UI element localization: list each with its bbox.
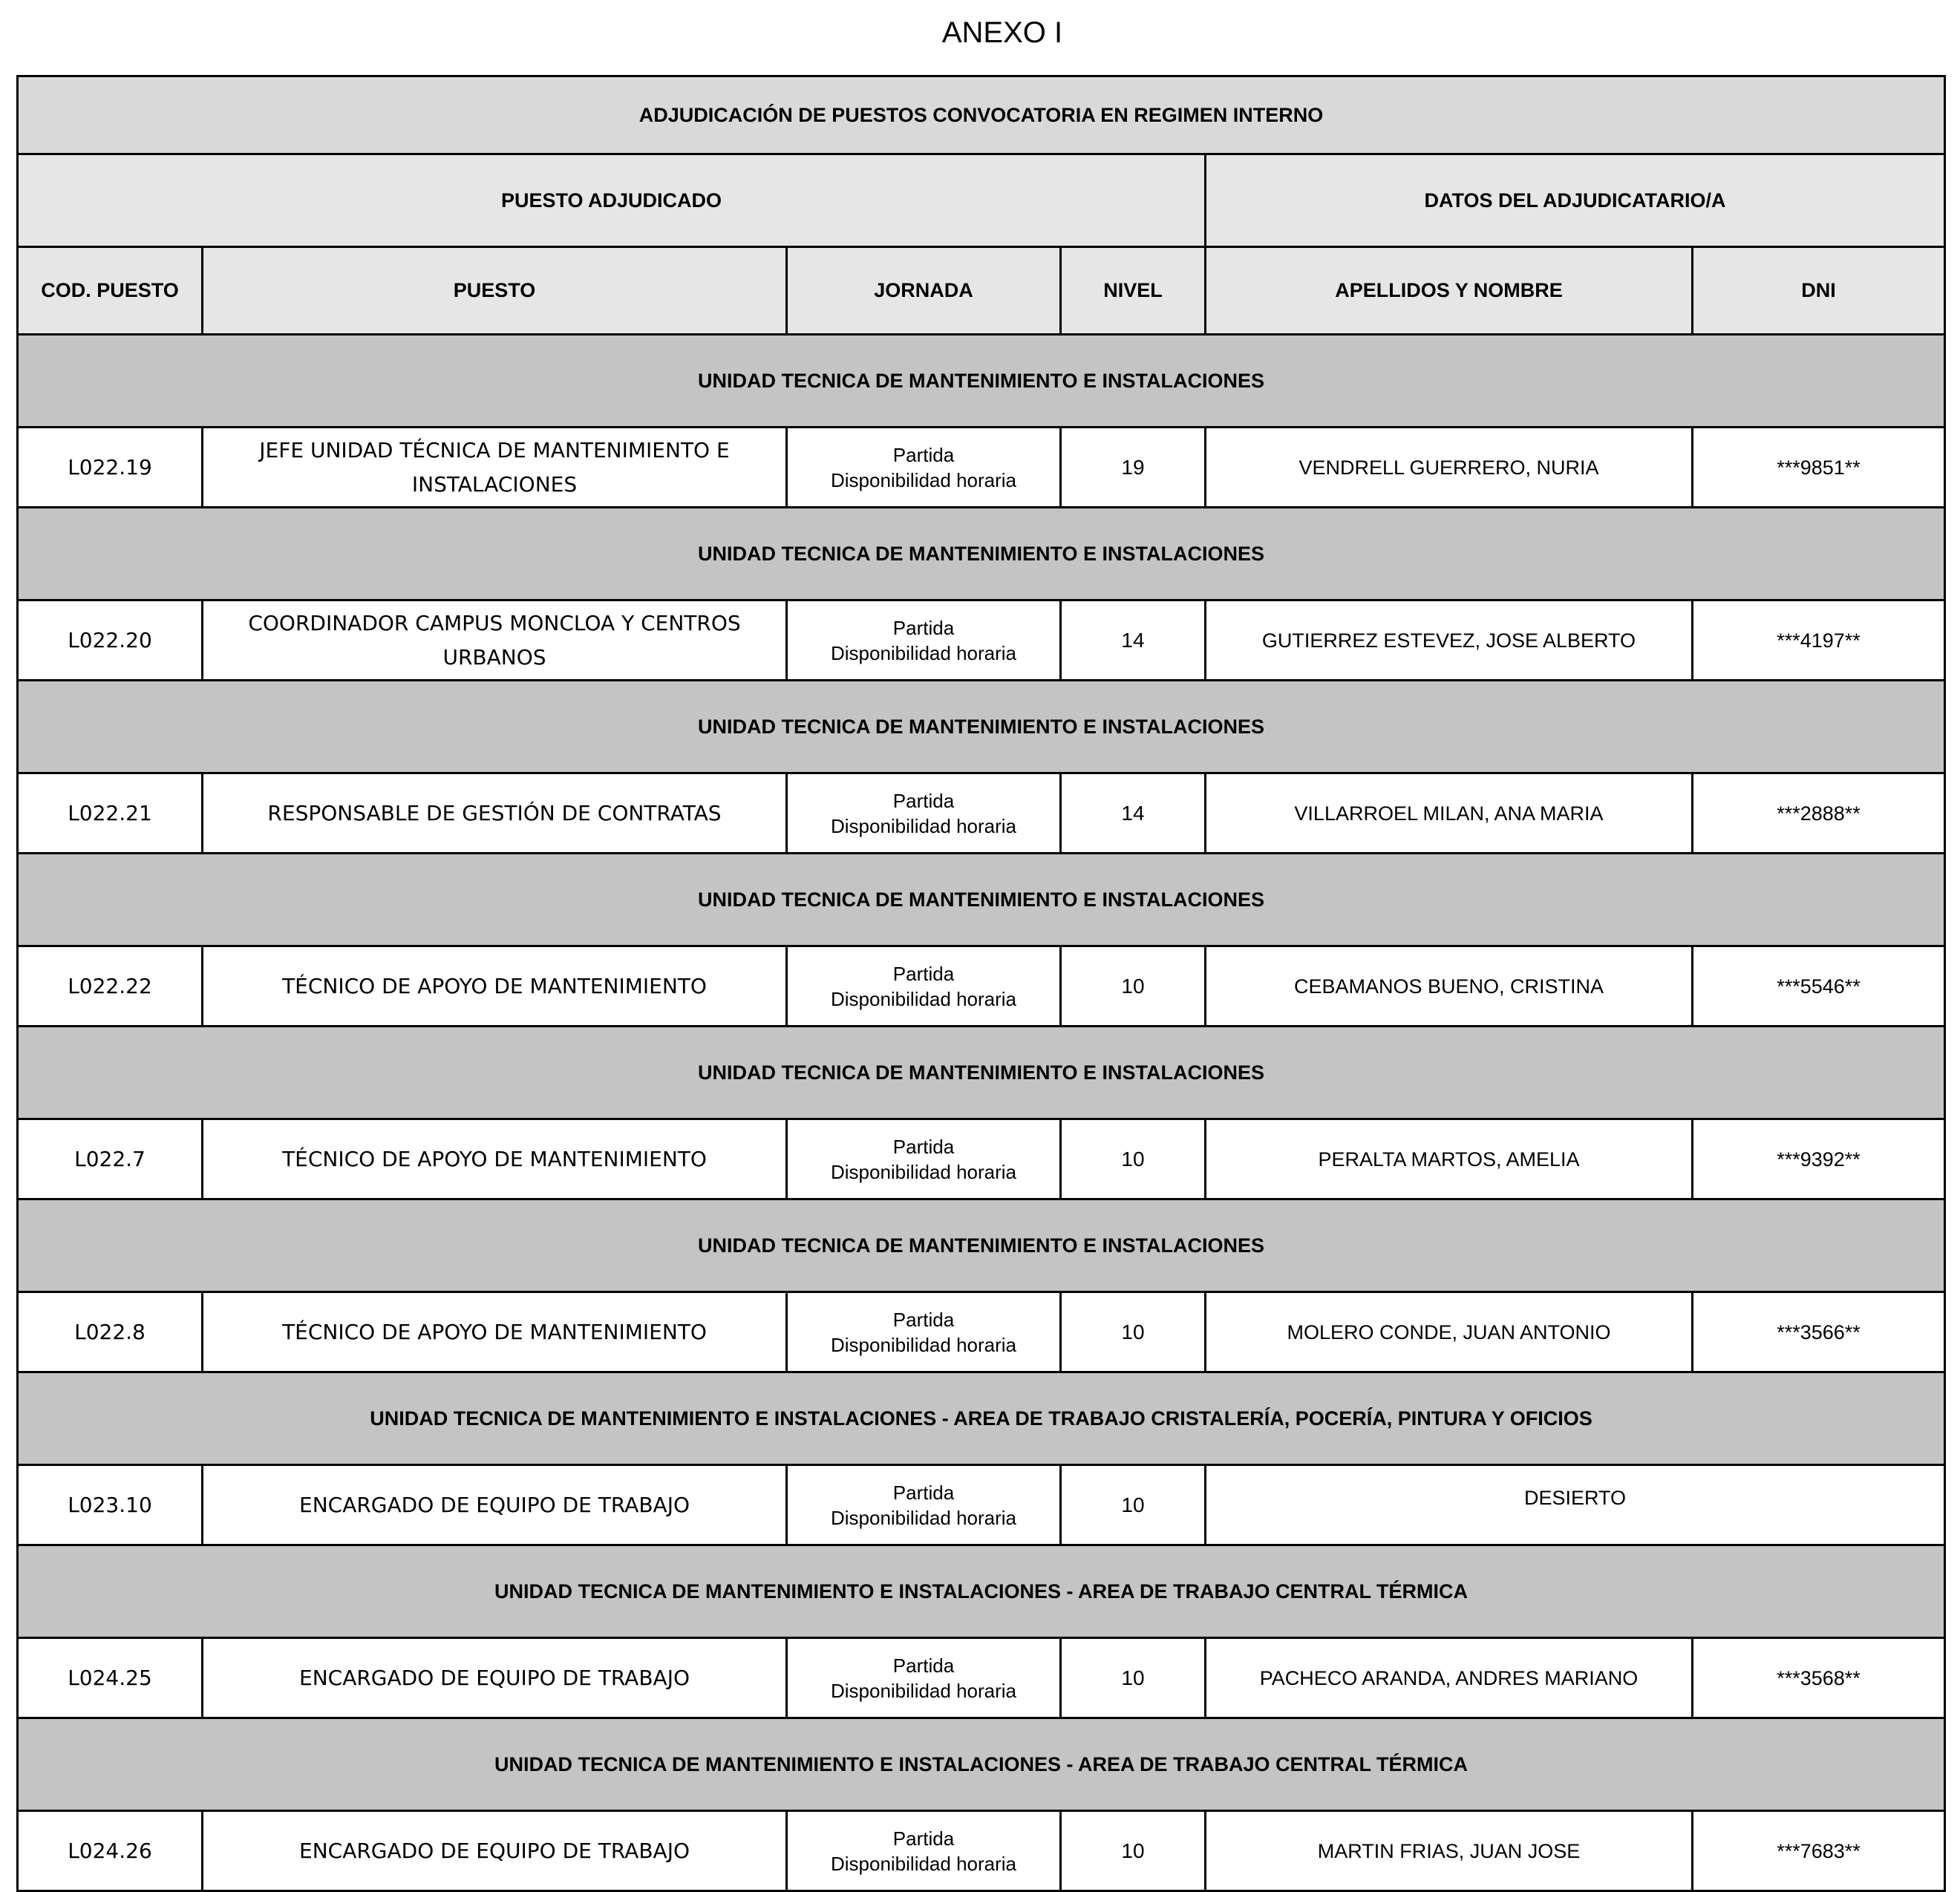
dni-cell: ***2888** xyxy=(1693,773,1945,854)
table-row xyxy=(18,946,1945,1027)
nivel-cell: 10 xyxy=(1061,1119,1206,1199)
dni-cell: ***4197** xyxy=(1693,600,1945,681)
jornada-type: Partida xyxy=(892,789,955,812)
nivel-cell: 10 xyxy=(1061,946,1206,1027)
unit-header-row xyxy=(18,1199,1945,1292)
unit-header-row xyxy=(18,335,1945,428)
code-cell: L022.7 xyxy=(18,1119,203,1199)
code-cell: L022.19 xyxy=(18,428,203,508)
nivel-cell: 14 xyxy=(1061,600,1206,681)
column-header-row xyxy=(18,247,1945,335)
jornada-availability: Disponibilidad horaria xyxy=(830,1506,1017,1529)
dni-cell: ***9851** xyxy=(1693,428,1945,508)
nivel-cell: 10 xyxy=(1061,1465,1206,1545)
desierto-cell: DESIERTO xyxy=(1206,1465,1945,1545)
code-cell: L024.26 xyxy=(18,1811,203,1891)
jornada-cell xyxy=(787,773,1061,854)
group-header-puesto: PUESTO ADJUDICADO xyxy=(18,154,1206,247)
jornada-availability: Disponibilidad horaria xyxy=(830,1160,1017,1183)
group-header-datos: DATOS DEL ADJUDICATARIO/A xyxy=(1206,154,1945,247)
unit-header: UNIDAD TECNICA DE MANTENIMIENTO E INSTALACIONES xyxy=(18,1027,1945,1119)
table-row xyxy=(18,1292,1945,1372)
code-cell: L022.20 xyxy=(18,600,203,681)
puesto-cell: ENCARGADO DE EQUIPO DE TRABAJO xyxy=(203,1638,787,1718)
table-row xyxy=(18,773,1945,854)
jornada-type: Partida xyxy=(892,616,955,639)
jornada-availability: Disponibilidad horaria xyxy=(830,641,1017,664)
nombre-cell: PERALTA MARTOS, AMELIA xyxy=(1206,1119,1693,1199)
unit-header: UNIDAD TECNICA DE MANTENIMIENTO E INSTALACIONES - AREA DE TRABAJO CENTRAL TÉRMICA xyxy=(18,1545,1945,1638)
unit-header: UNIDAD TECNICA DE MANTENIMIENTO E INSTALACIONES - AREA DE TRABAJO CENTRAL TÉRMICA xyxy=(18,1718,1945,1811)
nivel-cell: 10 xyxy=(1061,1292,1206,1372)
nombre-cell: PACHECO ARANDA, ANDRES MARIANO xyxy=(1206,1638,1693,1718)
unit-header-row xyxy=(18,681,1945,773)
nombre-cell: CEBAMANOS BUENO, CRISTINA xyxy=(1206,946,1693,1027)
column-header-nivel: NIVEL xyxy=(1061,247,1206,335)
dni-cell: ***7683** xyxy=(1693,1811,1945,1891)
jornada-cell xyxy=(787,1465,1061,1545)
column-header-puesto: PUESTO xyxy=(203,247,787,335)
puesto-cell: COORDINADOR CAMPUS MONCLOA Y CENTROS URBANOS xyxy=(203,600,787,681)
jornada-type: Partida xyxy=(892,962,955,985)
unit-header: UNIDAD TECNICA DE MANTENIMIENTO E INSTALACIONES xyxy=(18,508,1945,600)
puesto-cell: JEFE UNIDAD TÉCNICA DE MANTENIMIENTO E INSTALACIONES xyxy=(203,428,787,508)
nivel-cell: 14 xyxy=(1061,773,1206,854)
jornada-cell xyxy=(787,1119,1061,1199)
jornada-cell xyxy=(787,1638,1061,1718)
unit-header: UNIDAD TECNICA DE MANTENIMIENTO E INSTALACIONES xyxy=(18,681,1945,773)
nivel-cell: 10 xyxy=(1061,1811,1206,1891)
dni-cell: ***5546** xyxy=(1693,946,1945,1027)
jornada-type: Partida xyxy=(892,1308,955,1331)
adjudication-table xyxy=(16,75,1946,1892)
dni-cell: ***9392** xyxy=(1693,1119,1945,1199)
jornada-type: Partida xyxy=(892,1827,955,1850)
code-cell: L022.8 xyxy=(18,1292,203,1372)
jornada-cell xyxy=(787,946,1061,1027)
page-title: ANEXO I xyxy=(941,16,1063,49)
nombre-cell: MOLERO CONDE, JUAN ANTONIO xyxy=(1206,1292,1693,1372)
dni-cell: ***3568** xyxy=(1693,1638,1945,1718)
dni-cell: ***3566** xyxy=(1693,1292,1945,1372)
jornada-availability: Disponibilidad horaria xyxy=(830,468,1017,491)
column-header-dni: DNI xyxy=(1693,247,1945,335)
unit-header-row xyxy=(18,1027,1945,1119)
table-title: ADJUDICACIÓN DE PUESTOS CONVOCATORIA EN REGIMEN INTERNO xyxy=(18,76,1945,154)
unit-header-row xyxy=(18,1545,1945,1638)
code-cell: L024.25 xyxy=(18,1638,203,1718)
nivel-cell: 19 xyxy=(1061,428,1206,508)
jornada-availability: Disponibilidad horaria xyxy=(830,1679,1017,1702)
code-cell: L022.21 xyxy=(18,773,203,854)
puesto-cell: TÉCNICO DE APOYO DE MANTENIMIENTO xyxy=(203,946,787,1027)
jornada-type: Partida xyxy=(892,443,955,466)
nombre-cell: VENDRELL GUERRERO, NURIA xyxy=(1206,428,1693,508)
table-row xyxy=(18,1465,1945,1545)
puesto-cell: TÉCNICO DE APOYO DE MANTENIMIENTO xyxy=(203,1292,787,1372)
unit-header-row xyxy=(18,508,1945,600)
column-header-nombre: APELLIDOS Y NOMBRE xyxy=(1206,247,1693,335)
table-row xyxy=(18,428,1945,508)
jornada-availability: Disponibilidad horaria xyxy=(830,1333,1017,1356)
code-cell: L022.22 xyxy=(18,946,203,1027)
puesto-cell: TÉCNICO DE APOYO DE MANTENIMIENTO xyxy=(203,1119,787,1199)
unit-header: UNIDAD TECNICA DE MANTENIMIENTO E INSTALACIONES xyxy=(18,335,1945,428)
puesto-cell: RESPONSABLE DE GESTIÓN DE CONTRATAS xyxy=(203,773,787,854)
jornada-availability: Disponibilidad horaria xyxy=(830,1852,1017,1875)
puesto-cell: ENCARGADO DE EQUIPO DE TRABAJO xyxy=(203,1465,787,1545)
jornada-type: Partida xyxy=(892,1135,955,1158)
jornada-cell xyxy=(787,1811,1061,1891)
unit-header: UNIDAD TECNICA DE MANTENIMIENTO E INSTALACIONES - AREA DE TRABAJO CRISTALERÍA, POCERÍA, PINTURA Y OFICIOS xyxy=(18,1372,1945,1465)
unit-header-row xyxy=(18,1372,1945,1465)
column-header-jornada: JORNADA xyxy=(787,247,1061,335)
jornada-availability: Disponibilidad horaria xyxy=(830,987,1017,1010)
nombre-cell: GUTIERREZ ESTEVEZ, JOSE ALBERTO xyxy=(1206,600,1693,681)
code-cell: L023.10 xyxy=(18,1465,203,1545)
column-header-code: COD. PUESTO xyxy=(18,247,203,335)
unit-header-row xyxy=(18,1718,1945,1811)
table-title-row xyxy=(18,76,1945,154)
jornada-type: Partida xyxy=(892,1481,955,1504)
group-header-row xyxy=(18,154,1945,247)
nivel-cell: 10 xyxy=(1061,1638,1206,1718)
unit-header: UNIDAD TECNICA DE MANTENIMIENTO E INSTALACIONES xyxy=(18,854,1945,946)
unit-header: UNIDAD TECNICA DE MANTENIMIENTO E INSTALACIONES xyxy=(18,1199,1945,1292)
nombre-cell: MARTIN FRIAS, JUAN JOSE xyxy=(1206,1811,1693,1891)
jornada-type: Partida xyxy=(892,1654,955,1677)
jornada-cell xyxy=(787,600,1061,681)
unit-header-row xyxy=(18,854,1945,946)
nombre-cell: VILLARROEL MILAN, ANA MARIA xyxy=(1206,773,1693,854)
table-row xyxy=(18,600,1945,681)
table-row xyxy=(18,1811,1945,1891)
jornada-cell xyxy=(787,1292,1061,1372)
puesto-cell: ENCARGADO DE EQUIPO DE TRABAJO xyxy=(203,1811,787,1891)
jornada-cell xyxy=(787,428,1061,508)
table-row xyxy=(18,1638,1945,1718)
table-row xyxy=(18,1119,1945,1199)
jornada-availability: Disponibilidad horaria xyxy=(830,814,1017,837)
